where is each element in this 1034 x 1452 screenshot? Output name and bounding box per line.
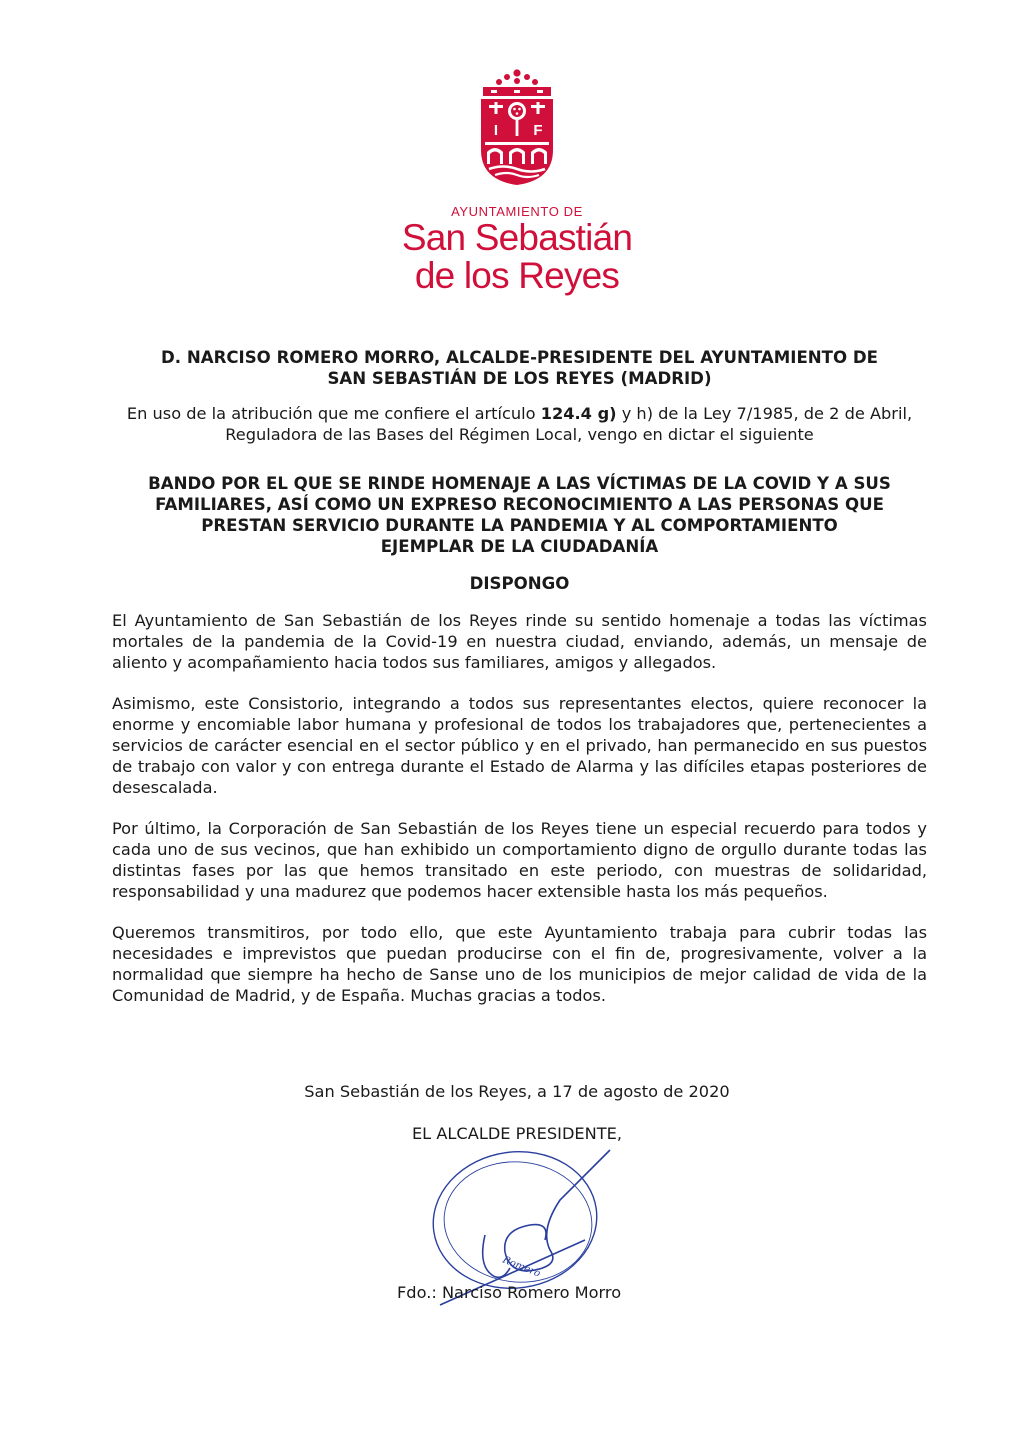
date-line: San Sebastián de los Reyes, a 17 de agosto de 2020 (304, 1082, 730, 1101)
paragraph-vecinos: Por último, la Corporación de San Sebastián de los Reyes tiene un especial recuerdo para todos y cada uno de sus vecinos, que han exhibido un comportamiento digno de orgullo durante todas las distintas fases por las que hemos transitado en este periodo, con muestras de solidaridad, responsabilidad y una madurez que podemos hacer extensible hasta los más pequeños. (112, 819, 927, 901)
logo-ayuntamiento-de: AYUNTAMIENTO DE (451, 204, 583, 219)
signer-title: EL ALCALDE PRESIDENTE, (411, 1124, 623, 1143)
document-body (112, 347, 927, 1006)
coat-of-arms-icon (477, 68, 557, 186)
signer-name: Fdo.: Narciso Romero Morro (397, 1283, 622, 1302)
issuer-heading (112, 347, 927, 389)
dispongo-heading: DISPONGO (469, 574, 570, 593)
paragraph-cierre: Queremos transmitiros, por todo ello, que este Ayuntamiento trabaja para cubrir todas las necesidades e imprevistos que puedan producirse con el fin de, progresivamente, volver a la normalidad que siempre ha hecho de Sanse uno de los municipios de mejor calidad de vida de la Comunidad de Madrid, y de España. Muchas gracias a todos. (112, 923, 927, 1005)
crest-letter-left: I (493, 122, 499, 139)
bando-title-line2: FAMILIARES, ASÍ COMO UN EXPRESO RECONOCIMIENTO A LAS PERSONAS QUE (155, 495, 884, 514)
bando-title-line1: BANDO POR EL QUE SE RINDE HOMENAJE A LAS VÍCTIMAS DE LA COVID Y A SUS (148, 474, 891, 493)
municipal-logo (0, 68, 1034, 295)
bando-title-line3: PRESTAN SERVICIO DURANTE LA PANDEMIA Y AL COMPORTAMIENTO (201, 516, 838, 535)
signature-scrawl: Romero (500, 1254, 542, 1280)
bando-title (112, 473, 927, 557)
issuer-heading-line1: D. NARCISO ROMERO MORRO, ALCALDE-PRESIDENTE DEL AYUNTAMIENTO DE (161, 348, 878, 367)
paragraph-homenaje: El Ayuntamiento de San Sebastián de los Reyes rinde su sentido homenaje a todas las víctimas mortales de la pandemia de la Covid-19 en nuestra ciudad, enviando, además, un mensaje de aliento y acompañamiento hacia todos sus familiares, amigos y allegados. (112, 611, 927, 672)
paragraph-reconocimiento: Asimismo, este Consistorio, integrando a todos sus representantes electos, quiere reconocer la enorme y encomiable labor humana y profesional de todos los trabajadores que, pertenecientes a servicios de carácter esencial en el sector público y en el privado, han permanecido en sus puestos de trabajo con valor y con entrega durante el Estado de Alarma y las difíciles etapas posteriores de desescalada. (112, 694, 927, 797)
intro-text-before: En uso de la atribución que me confiere el artículo (126, 404, 541, 423)
logo-city-name-line2: de los Reyes (414, 255, 620, 296)
intro-article-bold: 124.4 g) (540, 404, 617, 423)
intro-text-after: y h) de la Ley 7/1985, de 2 de Abril, Reguladora de las Bases del Régimen Local, vengo en dictar el siguiente (225, 404, 913, 444)
crest-letter-right: F (533, 122, 543, 139)
bando-title-line4: EJEMPLAR DE LA CIUDADANÍA (380, 537, 659, 556)
logo-city-name-line1: San Sebastián (401, 217, 633, 258)
issuer-heading-line2: SAN SEBASTIÁN DE LOS REYES (MADRID) (327, 369, 712, 388)
intro-paragraph (112, 403, 927, 445)
